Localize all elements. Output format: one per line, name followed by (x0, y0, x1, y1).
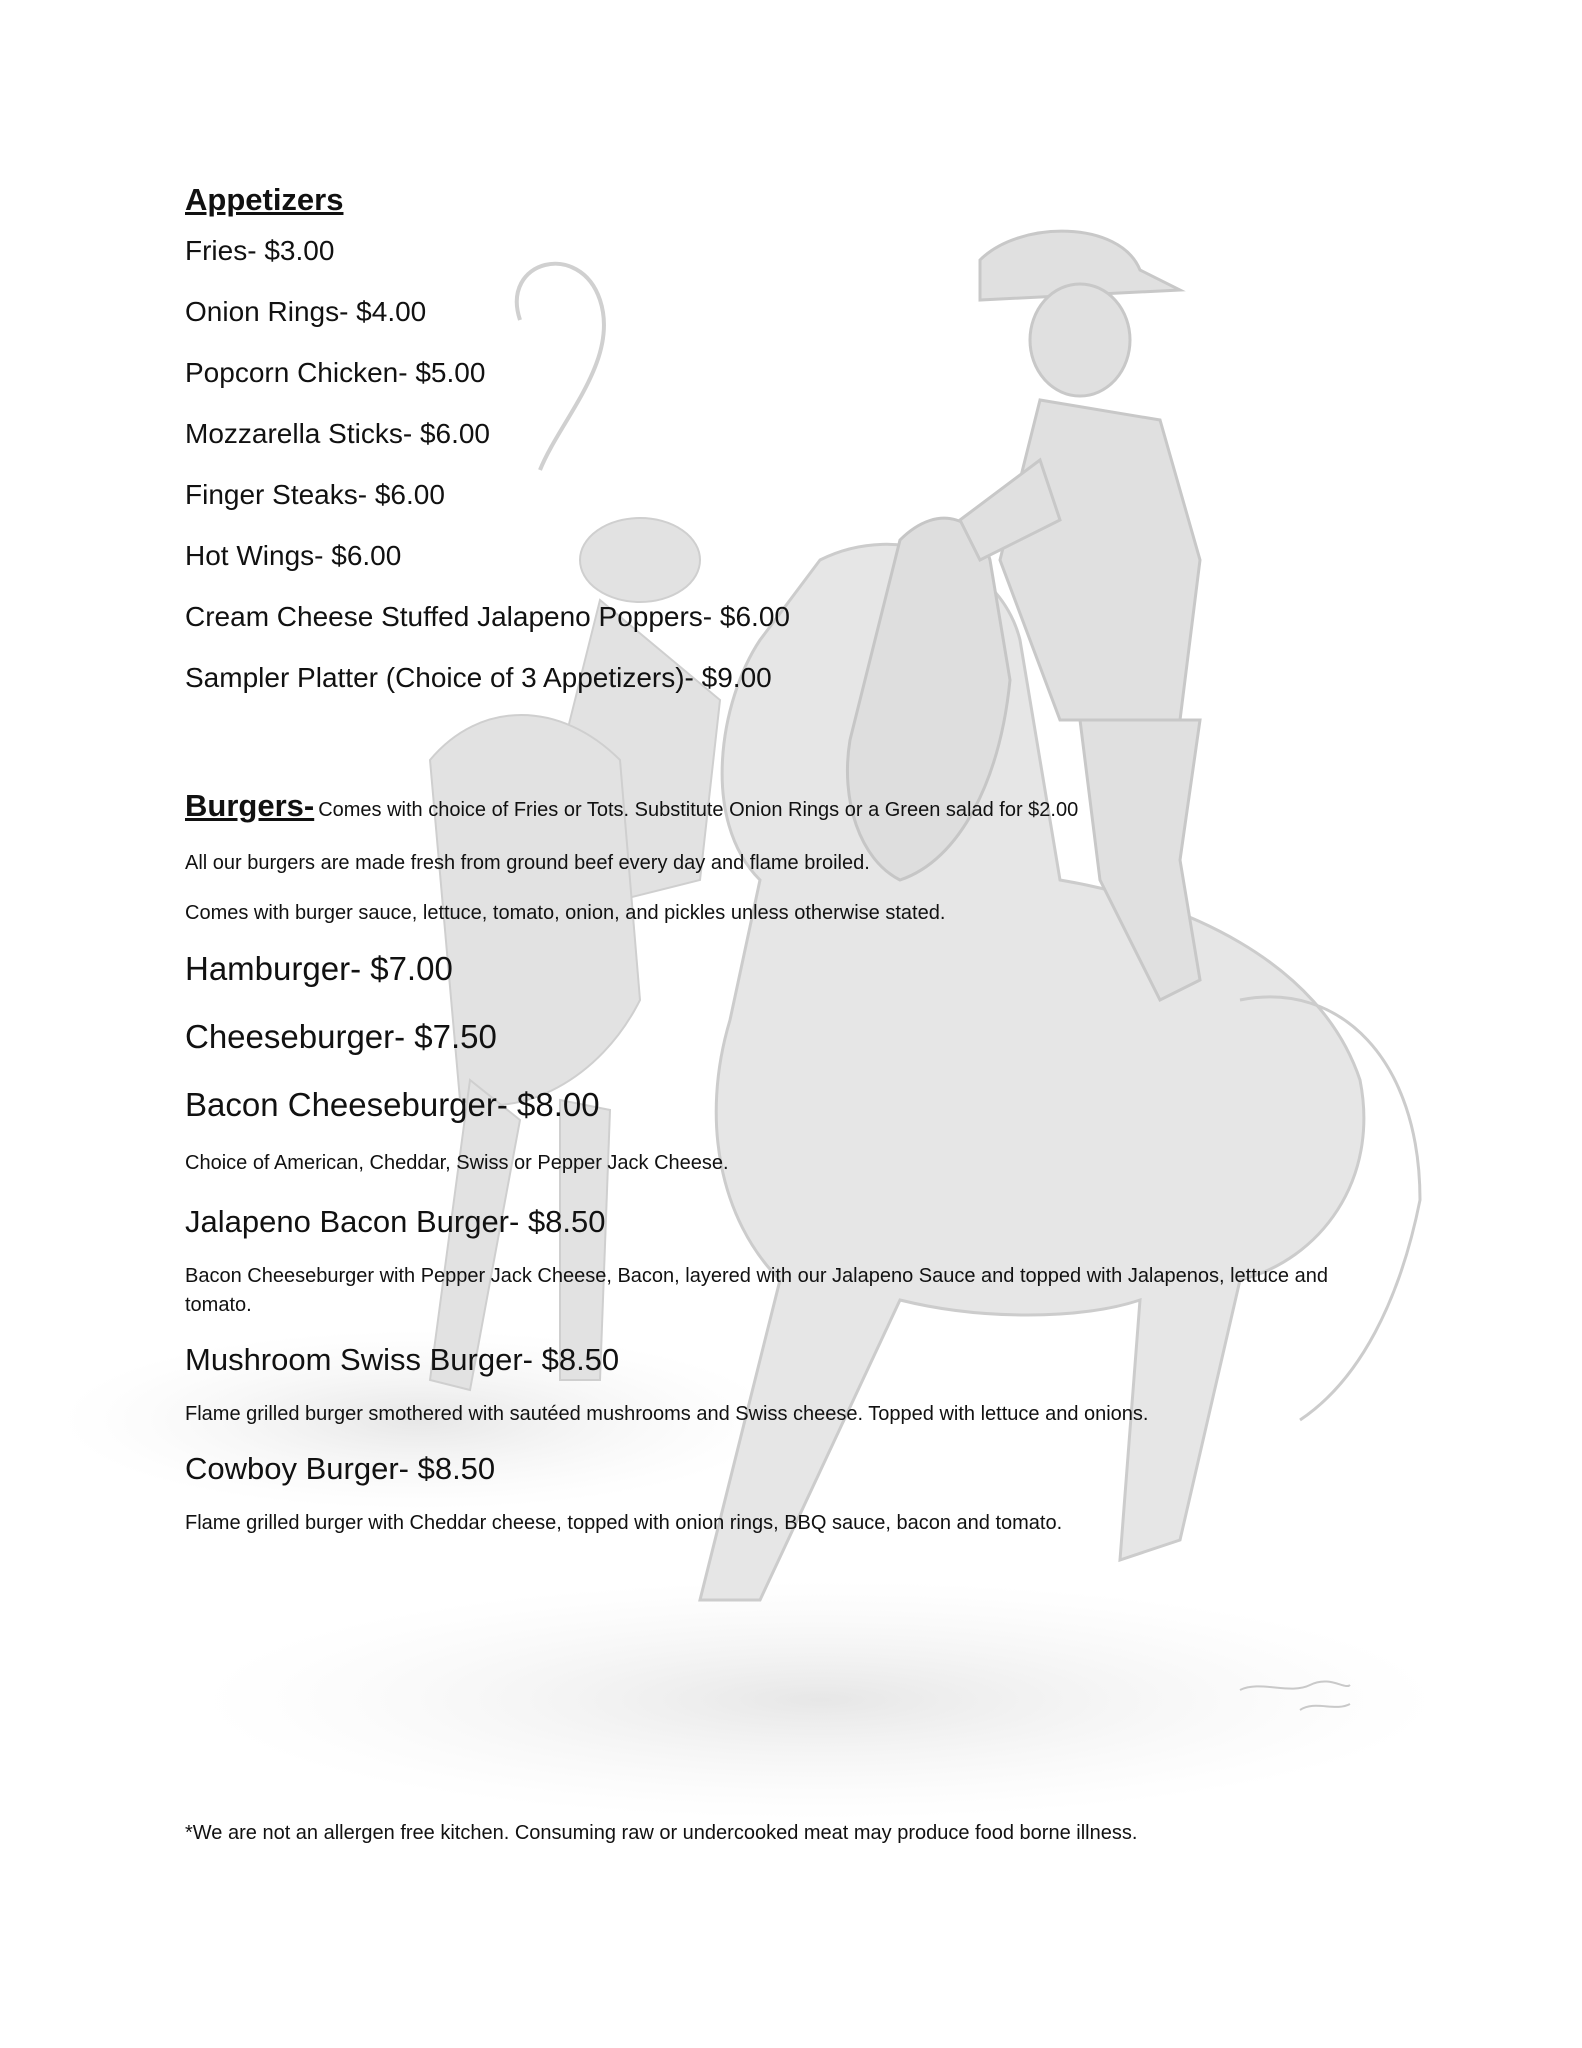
burgers-fresh-note: All our burgers are made fresh from ground beef every day and flame broiled. (185, 851, 870, 874)
appetizers-list (185, 220, 1425, 708)
appetizers-heading: Appetizers (185, 182, 344, 217)
list-item: Finger Steaks- $6.00 (185, 479, 445, 511)
cowboy-burger-item: Cowboy Burger- $8.50 (185, 1450, 496, 1486)
list-item: Onion Rings- $4.00 (185, 296, 427, 328)
burgers-header (185, 786, 1425, 826)
mushroom-swiss-burger-item: Mushroom Swiss Burger- $8.50 (185, 1341, 620, 1377)
list-item: Hot Wings- $6.00 (185, 540, 402, 572)
allergen-disclaimer: *We are not an allergen free kitchen. Consuming raw or undercooked meat may produce food borne illness. (185, 1822, 1138, 1844)
burgers-toppings-note: Comes with burger sauce, lettuce, tomato, onion, and pickles unless otherwise stated. (185, 901, 946, 924)
hamburger-item: Hamburger- $7.00 (185, 949, 453, 987)
jalapeno-bacon-burger-item: Jalapeno Bacon Burger- $8.50 (185, 1203, 606, 1239)
cheese-choice-note: Choice of American, Cheddar, Swiss or Pepper Jack Cheese. (185, 1151, 729, 1174)
mushroom-swiss-burger-desc: Flame grilled burger smothered with sautéed mushrooms and Swiss cheese. Topped with lettuce and onions. (185, 1402, 1149, 1425)
list-item: Mozzarella Sticks- $6.00 (185, 418, 491, 450)
cowboy-burger-desc: Flame grilled burger with Cheddar cheese, topped with onion rings, BBQ sauce, bacon and tomato. (185, 1511, 1063, 1534)
list-item: Popcorn Chicken- $5.00 (185, 357, 486, 389)
menu-content (185, 180, 1425, 1538)
burgers-sides-note: Comes with choice of Fries or Tots. Substitute Onion Rings or a Green salad for $2.00 (318, 799, 1079, 822)
bacon-cheeseburger-item: Bacon Cheeseburger- $8.00 (185, 1085, 600, 1123)
burgers-heading: Burgers- (185, 788, 315, 824)
list-item: Fries- $3.00 (185, 235, 335, 267)
cheeseburger-item: Cheeseburger- $7.50 (185, 1017, 497, 1055)
list-item: Sampler Platter (Choice of 3 Appetizers)- $9.00 (185, 662, 772, 694)
list-item: Cream Cheese Stuffed Jalapeno Poppers- $6.00 (185, 601, 790, 633)
jalapeno-bacon-burger-desc: Bacon Cheeseburger with Pepper Jack Cheese, Bacon, layered with our Jalapeno Sauce and topped with Jalapenos, lettuce and tomato. (185, 1264, 1328, 1316)
